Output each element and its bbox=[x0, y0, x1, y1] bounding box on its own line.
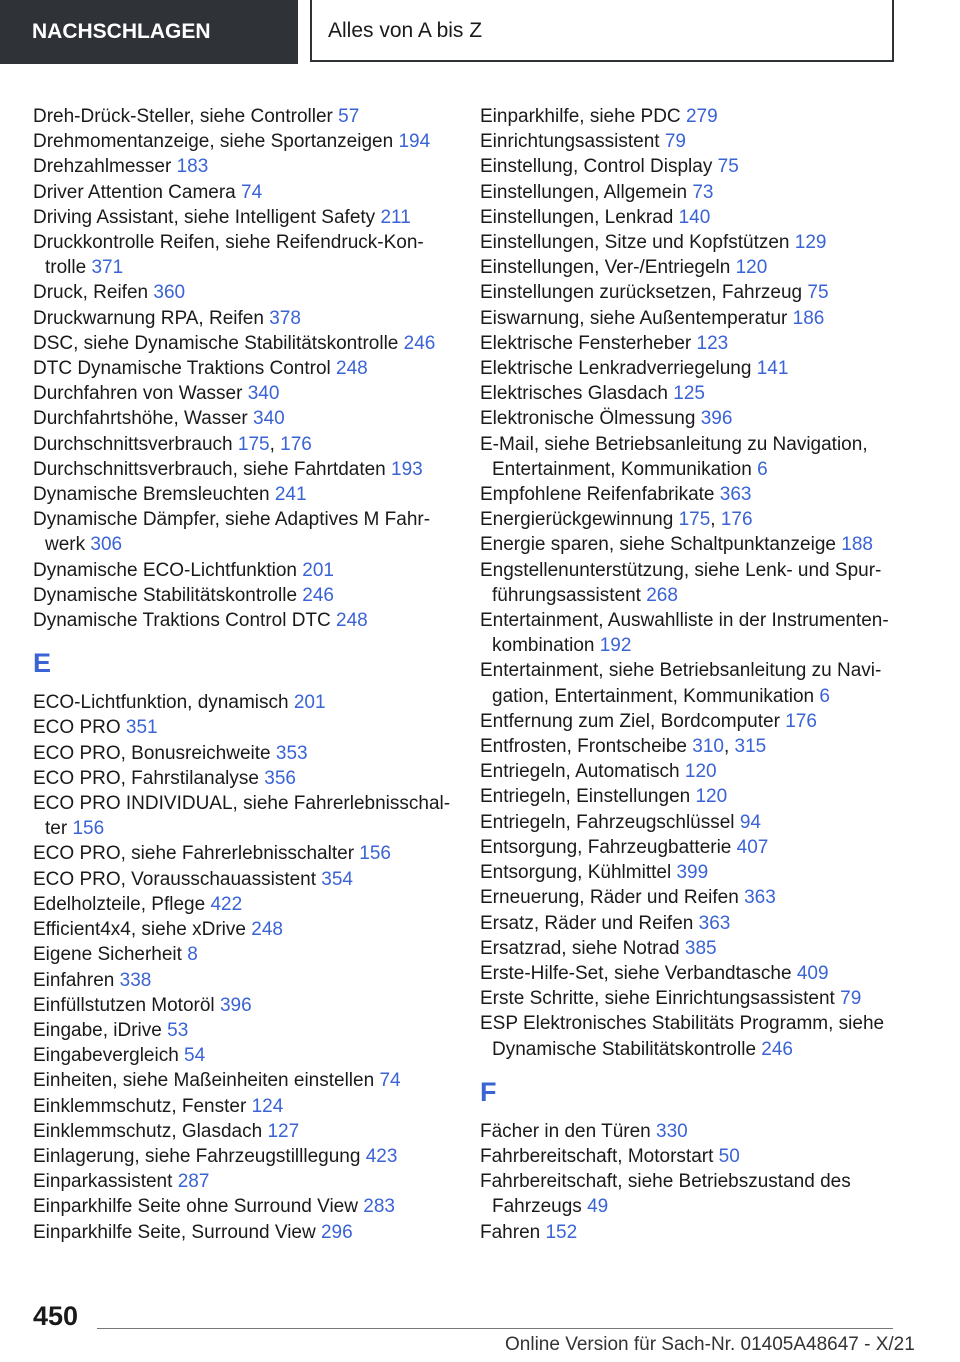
page-reference-link[interactable]: 75 bbox=[717, 156, 739, 178]
page-reference-link[interactable]: 194 bbox=[398, 131, 431, 153]
index-term: Einfüllstutzen Motoröl bbox=[33, 994, 215, 1016]
page-reference-link[interactable]: 340 bbox=[247, 383, 280, 405]
index-entry bbox=[480, 255, 900, 280]
index-column-right bbox=[480, 104, 900, 1245]
index-entry bbox=[33, 608, 453, 633]
page-reference-link[interactable]: 193 bbox=[391, 458, 423, 480]
index-entry bbox=[33, 1018, 453, 1043]
index-entry bbox=[33, 331, 453, 356]
index-term: Ersatz, Räder und Reifen bbox=[480, 912, 694, 934]
index-term: Fahrbereitschaft, siehe Betriebszustand des Fahrzeugs bbox=[480, 1171, 851, 1218]
index-entry bbox=[33, 1169, 453, 1194]
page-reference-link[interactable]: 371 bbox=[91, 257, 124, 279]
index-term: Einstellung, Control Display bbox=[480, 156, 713, 178]
page-reference-link[interactable]: 310 bbox=[692, 736, 724, 758]
page-reference-link[interactable]: 49 bbox=[587, 1196, 609, 1218]
index-entry bbox=[480, 784, 900, 809]
index-term: Eingabe, iDrive bbox=[33, 1019, 162, 1041]
index-entry bbox=[33, 104, 453, 129]
index-term: Entriegeln, Automatisch bbox=[480, 761, 680, 783]
index-term: ESP Elektronisches Stabilitäts Programm, siehe Dynamische Stabilitätskontrolle bbox=[480, 1013, 885, 1060]
index-term: Einrichtungsassistent bbox=[480, 131, 660, 153]
index-entry: Energierückgewinnung 175, 176 bbox=[480, 509, 753, 531]
page-reference-link[interactable]: 79 bbox=[664, 131, 686, 153]
index-entry bbox=[33, 1094, 453, 1119]
index-entry bbox=[480, 154, 900, 179]
page-reference-link[interactable]: 315 bbox=[734, 736, 767, 758]
page-reference-link[interactable]: 340 bbox=[253, 408, 285, 430]
index-term: Einstellungen, Sitze und Kopfstützen bbox=[480, 232, 790, 254]
index-term: ECO-Lichtfunktion, dynamisch bbox=[33, 692, 289, 714]
index-entry bbox=[480, 911, 900, 936]
index-term: Druck, Reifen bbox=[33, 282, 149, 304]
index-term: Eigene Sicherheit bbox=[33, 944, 182, 966]
index-term: ECO PRO, Bonusreichweite bbox=[33, 742, 271, 764]
index-entry bbox=[33, 942, 453, 967]
index-entry bbox=[480, 280, 900, 305]
page-reference-link[interactable]: 378 bbox=[269, 307, 301, 329]
page-reference-link[interactable]: 246 bbox=[403, 332, 436, 354]
page-reference-link[interactable]: 6 bbox=[819, 685, 830, 707]
index-entry bbox=[33, 1068, 453, 1093]
page-reference-link[interactable]: 360 bbox=[153, 282, 186, 304]
index-column-left bbox=[33, 104, 453, 1245]
index-term: Einklemmschutz, Fenster bbox=[33, 1095, 247, 1117]
page-reference-link[interactable]: 176 bbox=[720, 509, 753, 531]
index-entry: Entfrosten, Frontscheibe 310, 315 bbox=[480, 736, 767, 758]
index-term: Dreh-Drück-Steller, siehe Controller bbox=[33, 106, 333, 127]
index-entry bbox=[33, 356, 453, 381]
index-entry bbox=[480, 558, 900, 608]
page-reference-link[interactable]: 183 bbox=[176, 156, 209, 178]
index-term: Durchfahrtshöhe, Wasser bbox=[33, 408, 248, 430]
page-reference-link[interactable]: 73 bbox=[692, 181, 714, 203]
page-reference-link[interactable]: 296 bbox=[320, 1221, 353, 1243]
index-entry bbox=[480, 532, 900, 557]
index-term: Eiswarnung, siehe Außentemperatur bbox=[480, 307, 788, 329]
index-entry bbox=[480, 1119, 900, 1144]
index-term: ECO PRO bbox=[33, 717, 121, 739]
section-tab: NACHSCHLAGEN bbox=[0, 0, 298, 64]
index-entry bbox=[33, 457, 453, 482]
page-reference-link[interactable]: 53 bbox=[167, 1019, 189, 1041]
index-term: Eingabevergleich bbox=[33, 1045, 179, 1067]
index-term: Elektrische Fensterheber bbox=[480, 332, 692, 354]
index-entry bbox=[33, 230, 453, 280]
index-entry bbox=[33, 741, 453, 766]
page-reference-link[interactable]: 156 bbox=[359, 843, 391, 865]
page-reference-link[interactable]: 186 bbox=[792, 307, 825, 329]
page-header bbox=[0, 0, 960, 66]
index-term: Empfohlene Reifenfabrikate bbox=[480, 484, 715, 506]
index-term: Elektrische Lenkradverriegelung bbox=[480, 358, 752, 380]
index-term: Durchfahren von Wasser bbox=[33, 383, 243, 405]
page-reference-link[interactable]: 79 bbox=[840, 988, 862, 1010]
page-reference-link[interactable]: 54 bbox=[184, 1045, 206, 1067]
index-entry bbox=[480, 1011, 900, 1061]
index-term: ECO PRO INDIVIDUAL, siehe Fahrerlebnisschal-ter bbox=[33, 793, 451, 840]
index-entry bbox=[480, 356, 900, 381]
page-reference-link[interactable]: 57 bbox=[338, 106, 360, 127]
page-reference-link[interactable]: 6 bbox=[757, 458, 768, 480]
index-entry bbox=[480, 331, 900, 356]
page-reference-link[interactable]: 399 bbox=[676, 862, 709, 884]
index-entry bbox=[480, 482, 900, 507]
index-term: Efficient4x4, siehe xDrive bbox=[33, 919, 246, 941]
index-entry bbox=[33, 993, 453, 1018]
page-reference-link[interactable]: 306 bbox=[90, 534, 123, 556]
index-term: DTC Dynamische Traktions Control bbox=[33, 358, 331, 380]
index-term: Erste Schritte, siehe Einrichtungsassistent bbox=[480, 988, 835, 1010]
index-entry bbox=[480, 406, 900, 431]
index-term: E-Mail, siehe Betriebsanleitung zu Navigation, Entertainment, Kommunikation bbox=[480, 433, 868, 480]
index-letter-heading: E bbox=[33, 648, 52, 679]
index-term: Drehzahlmesser bbox=[33, 156, 172, 178]
page-reference-link[interactable]: 201 bbox=[293, 692, 326, 714]
index-entry bbox=[480, 835, 900, 860]
index-entry bbox=[480, 1220, 900, 1245]
page-reference-link[interactable]: 152 bbox=[545, 1221, 578, 1243]
index-term: Dynamische Traktions Control DTC bbox=[33, 610, 331, 632]
page-reference-link[interactable]: 176 bbox=[280, 433, 312, 455]
index-term: Einstellungen, Lenkrad bbox=[480, 206, 674, 228]
footer-divider bbox=[97, 1328, 893, 1329]
index-term: Einlagerung, siehe Fahrzeugstilllegung bbox=[33, 1145, 361, 1167]
index-term: Fahrbereitschaft, Motorstart bbox=[480, 1145, 714, 1167]
page-reference-link[interactable]: 241 bbox=[274, 484, 307, 506]
page-reference-link[interactable]: 175 bbox=[678, 509, 711, 531]
index-term: ECO PRO, Vorausschauassistent bbox=[33, 868, 317, 890]
page-reference-link[interactable]: 120 bbox=[695, 786, 728, 808]
page-reference-link[interactable]: 246 bbox=[302, 584, 334, 606]
index-term: Ersatzrad, siehe Notrad bbox=[480, 937, 680, 959]
index-entry bbox=[33, 129, 453, 154]
index-term: DSC, siehe Dynamische Stabilitätskontrolle bbox=[33, 332, 399, 354]
chapter-title: Alles von A bis Z bbox=[310, 0, 894, 62]
index-entry bbox=[33, 690, 453, 715]
page-reference-link[interactable]: 125 bbox=[673, 383, 705, 405]
page-reference-link[interactable]: 156 bbox=[72, 818, 105, 840]
index-term: Driver Attention Camera bbox=[33, 181, 236, 203]
page-reference-link[interactable]: 141 bbox=[756, 358, 789, 380]
page-reference-link[interactable]: 75 bbox=[807, 282, 829, 304]
index-term: Erste-Hilfe-Set, siehe Verbandtasche bbox=[480, 962, 792, 984]
index-term: Driving Assistant, siehe Intelligent Safety bbox=[33, 206, 376, 228]
index-term: Fahren bbox=[480, 1221, 541, 1243]
index-entry bbox=[33, 892, 453, 917]
index-term: Entsorgung, Kühlmittel bbox=[480, 862, 672, 884]
index-term: Druckwarnung RPA, Reifen bbox=[33, 307, 264, 329]
page-reference-link[interactable]: 356 bbox=[264, 767, 296, 789]
index-entry bbox=[33, 917, 453, 942]
index-entry bbox=[480, 1169, 900, 1219]
index-entry bbox=[33, 280, 453, 305]
page-reference-link[interactable]: 74 bbox=[241, 181, 263, 203]
index-term: Durchschnittsverbrauch bbox=[33, 433, 233, 455]
index-term: Entriegeln, Fahrzeugschlüssel bbox=[480, 811, 735, 833]
index-term: Dynamische Dämpfer, siehe Adaptives M Fahr-werk bbox=[33, 509, 431, 556]
page-reference-link[interactable]: 422 bbox=[210, 893, 243, 915]
index-term: Einparkhilfe, siehe PDC bbox=[480, 106, 681, 127]
page-reference-link[interactable]: 353 bbox=[275, 742, 308, 764]
index-entry bbox=[33, 841, 453, 866]
page-reference-link[interactable]: 351 bbox=[125, 717, 158, 739]
index-entry bbox=[33, 1220, 453, 1245]
page-reference-link[interactable]: 129 bbox=[794, 232, 827, 254]
page-reference-link[interactable]: 74 bbox=[379, 1070, 401, 1092]
page-reference-link[interactable]: 338 bbox=[119, 969, 152, 991]
index-term: Dynamische Bremsleuchten bbox=[33, 484, 270, 506]
index-entry bbox=[480, 104, 900, 129]
page-reference-link[interactable]: 363 bbox=[719, 484, 752, 506]
page-reference-link[interactable]: 385 bbox=[684, 937, 717, 959]
page-reference-link[interactable]: 409 bbox=[796, 962, 829, 984]
page-reference-link[interactable]: 176 bbox=[785, 710, 817, 732]
index-entry bbox=[33, 766, 453, 791]
index-entry bbox=[480, 230, 900, 255]
index-entry bbox=[33, 1043, 453, 1068]
index-term: Durchschnittsverbrauch, siehe Fahrtdaten bbox=[33, 458, 386, 480]
page-reference-link[interactable]: 354 bbox=[321, 868, 353, 890]
index-term: Einparkhilfe Seite ohne Surround View bbox=[33, 1196, 358, 1218]
index-entry bbox=[33, 205, 453, 230]
index-entry bbox=[480, 885, 900, 910]
index-entry bbox=[33, 306, 453, 331]
index-entry bbox=[480, 860, 900, 885]
index-term: Einstellungen, Ver-/Entriegeln bbox=[480, 257, 731, 279]
index-term: Einheiten, siehe Maßeinheiten einstellen bbox=[33, 1070, 375, 1092]
index-entry bbox=[33, 791, 453, 841]
index-term: Energierückgewinnung bbox=[480, 509, 674, 531]
page-reference-link[interactable]: 407 bbox=[736, 836, 769, 858]
index-letter-heading: F bbox=[480, 1076, 497, 1107]
page-reference-link[interactable]: 248 bbox=[336, 610, 368, 632]
index-term: Energie sparen, siehe Schaltpunktanzeige bbox=[480, 534, 836, 556]
index-entry bbox=[33, 1119, 453, 1144]
page-reference-link[interactable]: 396 bbox=[700, 408, 733, 430]
index-entry bbox=[480, 936, 900, 961]
page-reference-link[interactable]: 330 bbox=[656, 1120, 688, 1142]
index-entry bbox=[33, 507, 453, 557]
index-term: Elektronische Ölmessung bbox=[480, 408, 696, 430]
index-entry bbox=[33, 381, 453, 406]
index-term: Entertainment, Auswahlliste in der Instrumenten-kombination bbox=[480, 610, 889, 657]
index-entry bbox=[480, 381, 900, 406]
page-reference-link[interactable]: 363 bbox=[698, 912, 731, 934]
index-term: Entsorgung, Fahrzeugbatterie bbox=[480, 836, 732, 858]
index-entry bbox=[480, 306, 900, 331]
index-entry bbox=[33, 583, 453, 608]
index-term: Druckkontrolle Reifen, siehe Reifendruck-Kon-trolle bbox=[33, 232, 424, 279]
index-entry bbox=[480, 658, 900, 708]
page-reference-link[interactable]: 175 bbox=[237, 433, 270, 455]
page-reference-link[interactable]: 188 bbox=[841, 534, 873, 556]
index-term: Einfahren bbox=[33, 969, 115, 991]
index-entry bbox=[33, 154, 453, 179]
index-term: Einparkassistent bbox=[33, 1171, 173, 1193]
page-reference-link[interactable]: 396 bbox=[219, 994, 252, 1016]
index-entry bbox=[480, 1144, 900, 1169]
page-reference-link[interactable]: 248 bbox=[251, 919, 283, 941]
index-term: Elektrisches Glasdach bbox=[480, 383, 668, 405]
page-reference-link[interactable]: 120 bbox=[684, 761, 717, 783]
index-entry bbox=[33, 1144, 453, 1169]
page-reference-link[interactable]: 248 bbox=[336, 358, 368, 380]
index-term: Einparkhilfe Seite, Surround View bbox=[33, 1221, 316, 1243]
index-entry bbox=[480, 432, 900, 482]
index-entry bbox=[480, 709, 900, 734]
page-reference-link[interactable]: 211 bbox=[380, 206, 411, 228]
index-entry bbox=[480, 608, 900, 658]
index-entry bbox=[33, 482, 453, 507]
index-entry bbox=[33, 180, 453, 205]
page-reference-link[interactable]: 140 bbox=[678, 206, 711, 228]
page-reference-link[interactable]: 192 bbox=[599, 635, 632, 657]
index-entry bbox=[480, 205, 900, 230]
index-entry bbox=[480, 961, 900, 986]
page-reference-link[interactable]: 201 bbox=[302, 559, 334, 581]
index-entry bbox=[480, 129, 900, 154]
page-reference-link[interactable]: 423 bbox=[365, 1145, 398, 1167]
index-term: ECO PRO, siehe Fahrerlebnisschalter bbox=[33, 843, 355, 865]
index-term: ECO PRO, Fahrstilanalyse bbox=[33, 767, 259, 789]
page-reference-link[interactable]: 123 bbox=[696, 332, 729, 354]
page-reference-link[interactable]: 127 bbox=[267, 1120, 300, 1142]
page-reference-link[interactable]: 94 bbox=[739, 811, 761, 833]
index-term: Einklemmschutz, Glasdach bbox=[33, 1120, 263, 1142]
index-term: Fächer in den Türen bbox=[480, 1120, 651, 1142]
page-number: 450 bbox=[33, 1301, 79, 1331]
index-term: Dynamische Stabilitätskontrolle bbox=[33, 584, 298, 606]
index-entry bbox=[33, 406, 453, 431]
index-entry bbox=[480, 180, 900, 205]
index-term: Entfrosten, Frontscheibe bbox=[480, 736, 687, 758]
index-term: Erneuerung, Räder und Reifen bbox=[480, 887, 739, 909]
page-reference-link[interactable]: 363 bbox=[744, 887, 776, 909]
index-term: Entertainment, siehe Betriebsanleitung zu Navi-gation, Entertainment, Kommunikation bbox=[480, 660, 882, 707]
page-reference-link[interactable]: 283 bbox=[363, 1196, 395, 1218]
index-entry bbox=[33, 867, 453, 892]
index-entry bbox=[33, 558, 453, 583]
page-reference-link[interactable]: 50 bbox=[718, 1145, 740, 1167]
page-reference-link[interactable]: 124 bbox=[251, 1095, 284, 1117]
index-entry bbox=[33, 715, 453, 740]
index-term: Engstellenunterstützung, siehe Lenk- und Spur-führungsassistent bbox=[480, 559, 882, 606]
page-reference-link[interactable]: 8 bbox=[187, 944, 198, 966]
index-entry bbox=[480, 810, 900, 835]
index-entry bbox=[33, 1194, 453, 1219]
index-term: Dynamische ECO-Lichtfunktion bbox=[33, 559, 297, 581]
index-term: Entriegeln, Einstellungen bbox=[480, 786, 691, 808]
index-entry: Durchschnittsverbrauch 175, 176 bbox=[33, 433, 312, 455]
index-term: Einstellungen, Allgemein bbox=[480, 181, 688, 203]
index-term: Entfernung zum Ziel, Bordcomputer bbox=[480, 710, 780, 732]
index-entry bbox=[480, 759, 900, 784]
page-reference-link[interactable]: 120 bbox=[735, 257, 768, 279]
footer-version-text: Online Version für Sach-Nr. 01405A48647 - X/21 bbox=[505, 1334, 915, 1355]
page-reference-link[interactable]: 279 bbox=[685, 106, 718, 127]
index-term: Edelholzteile, Pflege bbox=[33, 893, 206, 915]
index-term: Drehmomentanzeige, siehe Sportanzeigen bbox=[33, 131, 394, 153]
index-entry bbox=[480, 986, 900, 1011]
page-reference-link[interactable]: 287 bbox=[177, 1171, 210, 1193]
page-reference-link[interactable]: 246 bbox=[761, 1038, 793, 1060]
page-reference-link[interactable]: 268 bbox=[646, 584, 678, 606]
index-term: Einstellungen zurücksetzen, Fahrzeug bbox=[480, 282, 803, 304]
index-entry bbox=[33, 968, 453, 993]
